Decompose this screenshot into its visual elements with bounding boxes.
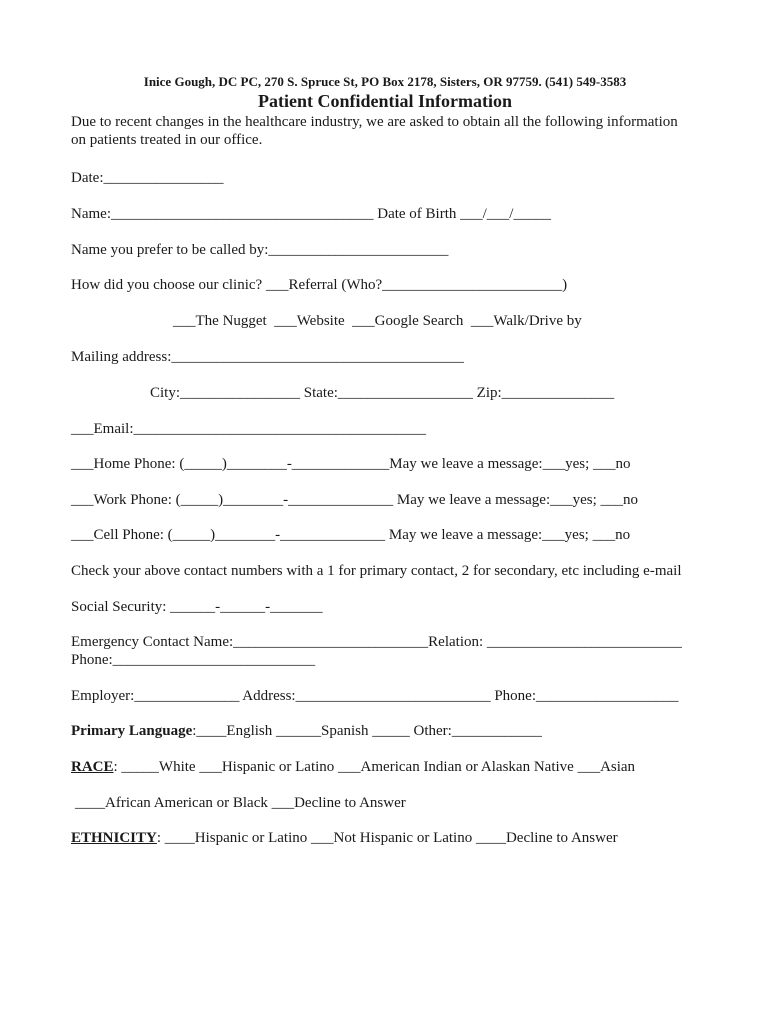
contact-check-note: Check your above contact numbers with a 1 for primary contact, 2 for secondary, etc including e-mail (71, 563, 682, 579)
mailing-address-field[interactable]: Mailing address:_______________________________________ (71, 349, 464, 365)
intro-line-2: on patients treated in our office. (71, 132, 263, 148)
clinic-options[interactable]: ___The Nugget ___Website ___Google Search ___Walk/Drive by (173, 313, 582, 329)
page-title: Patient Confidential Information (258, 91, 512, 111)
city-state-zip-field[interactable]: City:________________ State:__________________ Zip:_______________ (150, 385, 615, 401)
ethnicity-options[interactable]: : ____Hispanic or Latino ___Not Hispanic or Latino ____Decline to Answer (156, 830, 618, 846)
race-label: RACE (71, 759, 114, 775)
intro-line-1: Due to recent changes in the healthcare industry, we are asked to obtain all the following information (71, 114, 678, 130)
employer-field[interactable]: Employer:______________ Address:__________________________ Phone:___________________ (71, 688, 679, 704)
cell-phone-field[interactable]: ___Cell Phone: (_____)________-______________ May we leave a message:___yes; ___no (71, 527, 631, 543)
email-field[interactable]: ___Email:_______________________________________ (71, 421, 426, 437)
emergency-contact-field[interactable]: Emergency Contact Name:__________________________Relation: __________________________ (71, 634, 682, 650)
ethnicity-label: ETHNICITY (71, 830, 157, 846)
race-options-row-2[interactable]: ____African American or Black ___Decline to Answer (75, 795, 406, 811)
social-security-field[interactable]: Social Security: ______-______-_______ (71, 599, 323, 615)
clinic-choice-field[interactable]: How did you choose our clinic? ___Referral (Who?________________________) (71, 277, 568, 293)
race-options[interactable]: : _____White ___Hispanic or Latino ___American Indian or Alaskan Native ___Asian (113, 759, 636, 775)
date-field[interactable]: Date:________________ (71, 170, 224, 186)
preferred-name-field[interactable]: Name you prefer to be called by:________________________ (71, 242, 449, 258)
work-phone-field[interactable]: ___Work Phone: (_____)________-______________ May we leave a message:___yes; ___no (71, 492, 639, 508)
primary-language-label: Primary Language (71, 723, 193, 739)
primary-language-options[interactable]: :____English ______Spanish _____ Other:____________ (192, 723, 542, 739)
ethnicity-row[interactable] (71, 829, 618, 847)
race-row[interactable] (71, 758, 635, 776)
emergency-phone-field[interactable]: Phone:___________________________ (71, 652, 316, 668)
primary-language-row[interactable] (71, 722, 542, 740)
practice-info: Inice Gough, DC PC, 270 S. Spruce St, PO Box 2178, Sisters, OR 97759. (541) 549-3583 (143, 74, 627, 89)
home-phone-field[interactable]: ___Home Phone: (_____)________-_____________May we leave a message:___yes; ___no (71, 456, 631, 472)
name-dob-field[interactable]: Name:___________________________________ Date of Birth ___/___/_____ (71, 206, 551, 222)
